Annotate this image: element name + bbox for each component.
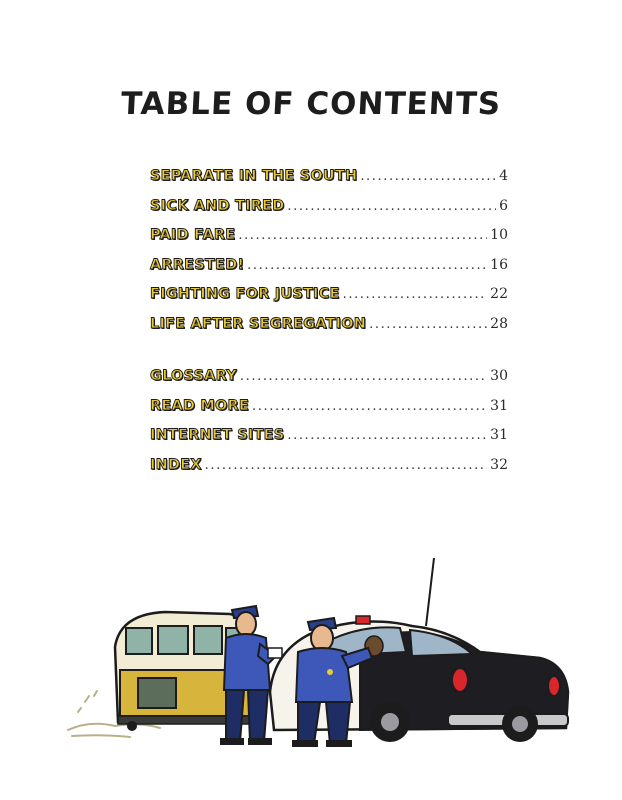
dot-leader [238,228,487,243]
toc-page-number: 10 [490,227,508,244]
toc-entry[interactable] [150,227,508,257]
dot-leader [287,428,487,443]
dot-leader [343,287,488,302]
toc-entry[interactable] [150,316,508,346]
toc-entry-label: SICK AND TIRED [150,197,285,214]
toc-entry[interactable] [150,286,508,316]
toc-entry-label: SEPARATE IN THE SOUTH [150,168,358,184]
toc-page-number: 16 [490,256,508,273]
toc-page-number: 31 [490,397,508,414]
dot-leader [247,258,487,273]
back-matter-list [150,368,508,486]
dot-leader [287,199,496,214]
toc-entry[interactable] [150,198,508,228]
toc-page-number: 32 [490,456,508,473]
dot-leader [205,458,488,473]
toc-entry[interactable] [150,168,508,198]
police-bus-scene-illustration [60,552,580,752]
toc-entry[interactable] [150,368,508,398]
toc-entry-label: INDEX [150,456,202,473]
toc-entry-label: FIGHTING FOR JUSTICE [150,286,340,303]
toc-entry-label: GLOSSARY [150,368,237,384]
dot-leader [360,169,496,184]
toc-entry-label: ARRESTED! [150,256,245,273]
toc-entry[interactable] [150,257,508,287]
toc-page-number: 6 [499,197,508,214]
toc-entry-label: LIFE AFTER SEGREGATION [150,315,367,332]
toc-entry[interactable] [150,427,508,457]
page-title: TABLE OF CONTENTS [119,86,503,122]
toc-page-number: 31 [490,427,508,444]
toc-page-number: 28 [490,315,508,332]
dot-leader [240,369,487,384]
toc-entry[interactable] [150,457,508,487]
toc-entry-label: READ MORE [150,397,250,414]
toc-entry[interactable] [150,398,508,428]
toc-entry-label: INTERNET SITES [150,427,285,444]
dot-leader [369,317,487,332]
toc-entry-label: PAID FARE [150,227,236,244]
toc-page-number: 30 [490,368,508,384]
dot-leader [252,399,487,414]
toc-page-number: 4 [499,168,508,184]
toc-page-number: 22 [490,286,508,303]
chapter-list [150,168,508,346]
